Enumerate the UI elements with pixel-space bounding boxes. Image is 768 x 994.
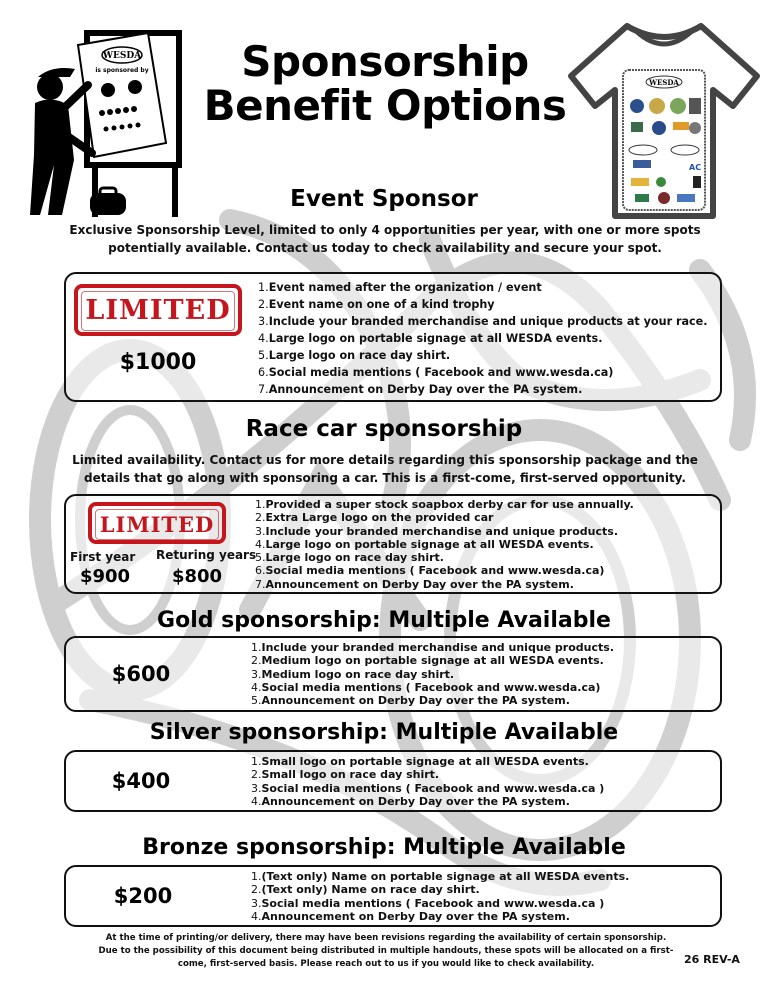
benefit-item: 3.Medium logo on race day shirt.	[251, 667, 455, 681]
returning-years-price: $800	[171, 566, 223, 587]
benefit-item: 4.Large logo on portable signage at all WESDA events.	[258, 332, 603, 345]
first-year-price: $900	[79, 566, 131, 587]
gold-sponsorship-title: Gold sponsorship: Multiple Available	[157, 608, 611, 633]
benefit-item: 1.(Text only) Name on portable signage at all WESDA events.	[251, 870, 630, 883]
silver-sponsorship-card	[64, 750, 722, 812]
benefit-item: 1.Small logo on portable signage at all WESDA events.	[251, 755, 589, 768]
race-car-benefits	[255, 498, 634, 591]
svg-text:WESDA: WESDA	[102, 51, 142, 61]
benefit-item: 7.Announcement on Derby Day over the PA system.	[258, 383, 583, 396]
gold-price: $600	[111, 662, 171, 686]
bronze-sponsorship-title: Bronze sponsorship: Multiple Available	[142, 835, 626, 860]
event-sponsor-card	[64, 272, 722, 402]
first-year-label: First year	[70, 550, 136, 564]
gold-benefits	[251, 641, 614, 707]
limited-stamp-text: LIMITED	[95, 509, 219, 540]
limited-stamp	[88, 502, 226, 544]
limited-stamp	[74, 284, 242, 336]
benefit-item: 5.Announcement on Derby Day over the PA system.	[251, 694, 570, 708]
revision-label: 26 REV-A	[684, 953, 740, 966]
benefit-item: 2.Event name on one of a kind trophy	[258, 298, 495, 311]
benefit-item: 3.Include your branded merchandise and unique products.	[255, 524, 618, 538]
race-car-sponsorship-description: Limited availability. Contact us for more details regarding this sponsorship package and the details that go along with sponsoring a car. This is a first-come, first-served opportunity.	[72, 453, 698, 485]
event-sponsor-description: Exclusive Sponsorship Level, limited to only 4 opportunities per year, with one or more spots potentially available. Contact us today to check availability and secure your spot.	[69, 223, 701, 255]
benefit-item: 3.Include your branded merchandise and unique products at your race.	[258, 315, 708, 328]
benefit-item: 2.Medium logo on portable signage at all WESDA events.	[251, 654, 604, 668]
benefit-item: 5.Large logo on race day shirt.	[258, 349, 451, 362]
benefit-item: 6.Social media mentions ( Facebook and www.wesda.ca)	[255, 564, 605, 578]
benefit-item: 4.Announcement on Derby Day over the PA system.	[251, 909, 570, 923]
page-title	[190, 37, 580, 130]
race-car-sponsorship-card	[64, 494, 722, 594]
benefit-item: 2.(Text only) Name on race day shirt.	[251, 883, 480, 897]
bronze-benefits	[251, 870, 629, 923]
event-sponsor-benefits	[258, 279, 708, 398]
returning-years-label: Returing years	[156, 548, 257, 562]
svg-text:is sponsored by: is sponsored by	[95, 67, 149, 74]
page-title-line1: Sponsorship	[241, 37, 529, 86]
event-sponsor-title: Event Sponsor	[290, 186, 478, 212]
limited-stamp-text: LIMITED	[81, 291, 235, 331]
silver-sponsorship-title: Silver sponsorship: Multiple Available	[149, 720, 619, 745]
svg-text:WESDA: WESDA	[649, 78, 679, 87]
benefit-item: 3.Social media mentions ( Facebook and www.wesda.ca )	[251, 781, 605, 795]
benefit-item: 4.Large logo on portable signage at all WESDA events.	[255, 537, 594, 551]
event-sponsor-price: $1000	[119, 350, 197, 375]
benefit-item: 7.Announcement on Derby Day over the PA system.	[255, 577, 574, 591]
benefit-item: 4.Social media mentions ( Facebook and www.wesda.ca)	[251, 680, 601, 694]
availability-disclaimer: At the time of printing/or delivery, there may have been revisions regarding the availability of certain sponsorship. Due to the possibility of this document being distributed in multiple handouts, these spots will be allocated on a first-come, first-served basis. Please reach out to us if you would like to check availability.	[98, 933, 674, 969]
svg-text:AC: AC	[689, 163, 702, 172]
benefit-item: 3.Social media mentions ( Facebook and www.wesda.ca )	[251, 896, 605, 910]
benefit-item: 2.Extra Large logo on the provided car	[255, 511, 494, 525]
benefit-item: 4.Announcement on Derby Day over the PA system.	[251, 794, 570, 808]
benefit-item: 1.Event named after the organization / event	[258, 281, 542, 294]
bronze-sponsorship-card	[64, 865, 722, 927]
gold-sponsorship-card	[64, 636, 722, 712]
silver-benefits	[251, 755, 604, 808]
benefit-item: 1.Provided a super stock soapbox derby car for use annually.	[255, 498, 634, 511]
benefit-item: 5.Large logo on race day shirt.	[255, 551, 444, 565]
benefit-item: 1.Include your branded merchandise and unique products.	[251, 641, 614, 654]
benefit-item: 2.Small logo on race day shirt.	[251, 768, 440, 782]
benefit-item: 6.Social media mentions ( Facebook and www.wesda.ca)	[258, 366, 614, 379]
page-title-line2: Benefit Options	[203, 81, 567, 130]
race-car-sponsorship-title: Race car sponsorship	[245, 416, 523, 442]
silver-price: $400	[111, 769, 171, 793]
bronze-price: $200	[113, 884, 173, 908]
